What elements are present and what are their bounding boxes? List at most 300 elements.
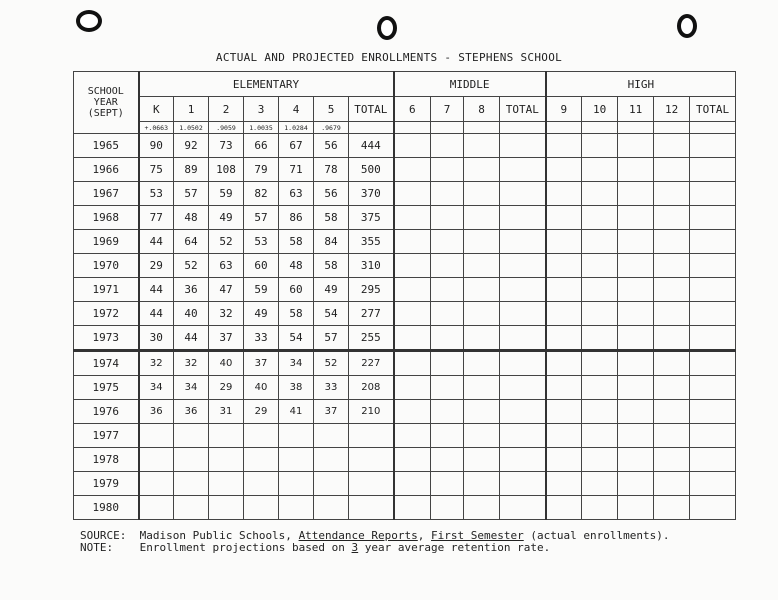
value-cell: 44	[174, 326, 209, 351]
value-cell	[174, 448, 209, 472]
value-cell	[431, 424, 464, 448]
value-cell	[654, 158, 690, 182]
table-row	[74, 158, 736, 182]
value-cell	[464, 278, 500, 302]
value-cell: 49	[209, 206, 244, 230]
value-cell	[394, 496, 431, 520]
value-cell	[546, 400, 582, 424]
value-cell: 53	[139, 182, 174, 206]
value-cell	[654, 134, 690, 158]
year-cell: 1976	[74, 400, 139, 424]
value-cell: 58	[314, 254, 349, 278]
value-cell: 36	[174, 278, 209, 302]
value-cell	[464, 182, 500, 206]
footer-note	[80, 541, 550, 554]
value-cell	[546, 376, 582, 400]
value-cell: 63	[279, 182, 314, 206]
value-cell	[209, 472, 244, 496]
value-cell: 75	[139, 158, 174, 182]
value-cell: 108	[209, 158, 244, 182]
column-header: TOTAL	[349, 97, 394, 122]
column-header: 11	[618, 97, 654, 122]
value-cell	[464, 376, 500, 400]
value-cell	[314, 496, 349, 520]
value-cell: 34	[174, 376, 209, 400]
value-cell: 32	[174, 351, 209, 376]
retention-rate-cell: 1.0284	[279, 122, 314, 134]
value-cell	[654, 278, 690, 302]
value-cell	[582, 424, 618, 448]
value-cell: 58	[279, 302, 314, 326]
value-cell	[349, 496, 394, 520]
value-cell: 44	[139, 302, 174, 326]
value-cell	[618, 496, 654, 520]
table-row	[74, 496, 736, 520]
value-cell	[174, 472, 209, 496]
value-cell	[546, 278, 582, 302]
value-cell: 49	[314, 278, 349, 302]
value-cell: 60	[244, 254, 279, 278]
value-cell: 36	[139, 400, 174, 424]
column-header: 2	[209, 97, 244, 122]
value-cell	[394, 206, 431, 230]
value-cell	[618, 278, 654, 302]
value-cell: 40	[244, 376, 279, 400]
table-row	[74, 206, 736, 230]
value-cell	[349, 424, 394, 448]
value-cell: 82	[244, 182, 279, 206]
value-cell	[654, 496, 690, 520]
value-cell	[582, 230, 618, 254]
value-cell	[500, 400, 546, 424]
value-cell	[394, 254, 431, 278]
value-cell: 53	[244, 230, 279, 254]
value-cell: 255	[349, 326, 394, 351]
value-cell	[500, 424, 546, 448]
value-cell	[500, 206, 546, 230]
value-cell	[654, 182, 690, 206]
value-cell: 210	[349, 400, 394, 424]
value-cell: 227	[349, 351, 394, 376]
value-cell: 295	[349, 278, 394, 302]
value-cell	[618, 158, 654, 182]
value-cell	[690, 278, 736, 302]
column-header: 10	[582, 97, 618, 122]
value-cell	[582, 134, 618, 158]
table-row	[74, 302, 736, 326]
value-cell	[546, 424, 582, 448]
value-cell	[618, 400, 654, 424]
value-cell	[431, 302, 464, 326]
note-suffix: year average retention rate.	[358, 541, 551, 554]
table-row	[74, 326, 736, 351]
value-cell: 31	[209, 400, 244, 424]
value-cell: 375	[349, 206, 394, 230]
value-cell	[464, 254, 500, 278]
value-cell: 38	[279, 376, 314, 400]
value-cell	[394, 158, 431, 182]
value-cell	[394, 448, 431, 472]
value-cell	[690, 230, 736, 254]
value-cell: 277	[349, 302, 394, 326]
year-cell: 1966	[74, 158, 139, 182]
retention-rate-cell	[500, 122, 546, 134]
table-row	[74, 400, 736, 424]
column-header: 1	[174, 97, 209, 122]
year-cell: 1965	[74, 134, 139, 158]
year-cell: 1967	[74, 182, 139, 206]
value-cell	[431, 376, 464, 400]
value-cell: 57	[314, 326, 349, 351]
year-cell: 1974	[74, 351, 139, 376]
value-cell: 78	[314, 158, 349, 182]
value-cell	[618, 424, 654, 448]
value-cell	[690, 254, 736, 278]
value-cell: 355	[349, 230, 394, 254]
value-cell	[618, 182, 654, 206]
value-cell	[618, 326, 654, 351]
value-cell	[394, 400, 431, 424]
value-cell	[500, 182, 546, 206]
value-cell	[464, 302, 500, 326]
value-cell	[690, 134, 736, 158]
retention-rate-cell	[654, 122, 690, 134]
value-cell: 59	[209, 182, 244, 206]
value-cell: 29	[209, 376, 244, 400]
year-cell: 1969	[74, 230, 139, 254]
value-cell	[546, 254, 582, 278]
retention-rate-cell	[582, 122, 618, 134]
value-cell	[618, 376, 654, 400]
value-cell	[431, 230, 464, 254]
value-cell: 54	[314, 302, 349, 326]
value-cell	[690, 496, 736, 520]
value-cell	[209, 448, 244, 472]
value-cell	[464, 230, 500, 254]
value-cell	[654, 351, 690, 376]
value-cell	[209, 496, 244, 520]
value-cell	[546, 134, 582, 158]
value-cell	[279, 496, 314, 520]
value-cell: 79	[244, 158, 279, 182]
value-cell	[314, 424, 349, 448]
value-cell	[654, 400, 690, 424]
retention-rate-cell: .9059	[209, 122, 244, 134]
value-cell: 44	[139, 278, 174, 302]
value-cell: 47	[209, 278, 244, 302]
value-cell	[690, 351, 736, 376]
value-cell	[431, 158, 464, 182]
value-cell: 37	[209, 326, 244, 351]
value-cell	[618, 448, 654, 472]
value-cell	[546, 326, 582, 351]
table-row	[74, 351, 736, 376]
value-cell: 57	[244, 206, 279, 230]
column-header: 9	[546, 97, 582, 122]
value-cell: 57	[174, 182, 209, 206]
value-cell: 37	[244, 351, 279, 376]
year-cell: 1971	[74, 278, 139, 302]
retention-rate-cell	[546, 122, 582, 134]
value-cell	[690, 302, 736, 326]
value-cell	[431, 206, 464, 230]
value-cell	[244, 448, 279, 472]
school-year-header	[74, 72, 139, 134]
column-header: 7	[431, 97, 464, 122]
value-cell	[500, 254, 546, 278]
value-cell	[500, 278, 546, 302]
value-cell	[431, 254, 464, 278]
value-cell	[654, 230, 690, 254]
value-cell: 52	[314, 351, 349, 376]
value-cell	[464, 206, 500, 230]
value-cell: 89	[174, 158, 209, 182]
table-row	[74, 182, 736, 206]
table-row	[74, 376, 736, 400]
value-cell	[546, 351, 582, 376]
value-cell	[500, 448, 546, 472]
retention-rate-cell: .9679	[314, 122, 349, 134]
table-row	[74, 134, 736, 158]
table-row	[74, 472, 736, 496]
value-cell	[500, 158, 546, 182]
value-cell	[464, 400, 500, 424]
value-cell	[690, 448, 736, 472]
value-cell	[394, 278, 431, 302]
punch-hole-left	[76, 10, 102, 32]
value-cell	[174, 424, 209, 448]
value-cell	[464, 326, 500, 351]
high-header: HIGH	[546, 72, 736, 97]
enrollment-table	[73, 71, 736, 520]
table-row	[74, 254, 736, 278]
table-row	[74, 278, 736, 302]
value-cell: 44	[139, 230, 174, 254]
value-cell: 67	[279, 134, 314, 158]
note-label: NOTE:	[80, 541, 114, 554]
column-header: 4	[279, 97, 314, 122]
value-cell	[394, 134, 431, 158]
value-cell: 310	[349, 254, 394, 278]
value-cell	[618, 254, 654, 278]
value-cell	[690, 182, 736, 206]
retention-rate-cell	[690, 122, 736, 134]
value-cell: 37	[314, 400, 349, 424]
value-cell	[546, 182, 582, 206]
value-cell	[464, 351, 500, 376]
source-text: Madison Public Schools,	[139, 529, 299, 542]
value-cell	[654, 326, 690, 351]
value-cell	[690, 158, 736, 182]
value-cell	[546, 230, 582, 254]
value-cell	[394, 326, 431, 351]
value-cell	[394, 302, 431, 326]
value-cell	[654, 376, 690, 400]
column-header: TOTAL	[690, 97, 736, 122]
value-cell	[244, 424, 279, 448]
value-cell	[244, 472, 279, 496]
year-cell: 1977	[74, 424, 139, 448]
source-attendance-reports: Attendance Reports	[298, 529, 418, 542]
value-cell	[431, 326, 464, 351]
value-cell	[500, 134, 546, 158]
value-cell	[582, 376, 618, 400]
value-cell	[654, 448, 690, 472]
page-title: ACTUAL AND PROJECTED ENROLLMENTS - STEPHENS SCHOOL	[215, 51, 563, 64]
source-label: SOURCE:	[80, 529, 127, 542]
year-cell: 1973	[74, 326, 139, 351]
value-cell	[139, 424, 174, 448]
value-cell	[394, 230, 431, 254]
value-cell	[314, 448, 349, 472]
value-cell	[174, 496, 209, 520]
value-cell: 34	[139, 376, 174, 400]
value-cell	[546, 496, 582, 520]
value-cell	[582, 448, 618, 472]
retention-rate-cell	[618, 122, 654, 134]
value-cell: 84	[314, 230, 349, 254]
value-cell	[618, 302, 654, 326]
value-cell	[500, 326, 546, 351]
value-cell: 29	[244, 400, 279, 424]
value-cell: 41	[279, 400, 314, 424]
value-cell: 60	[279, 278, 314, 302]
value-cell	[690, 326, 736, 351]
value-cell	[654, 206, 690, 230]
value-cell	[464, 448, 500, 472]
value-cell	[582, 496, 618, 520]
year-cell: 1979	[74, 472, 139, 496]
source-comma: ,	[417, 529, 432, 542]
retention-rate-cell: 1.0035	[244, 122, 279, 134]
middle-header: MIDDLE	[394, 72, 546, 97]
value-cell	[431, 472, 464, 496]
column-header: 3	[244, 97, 279, 122]
value-cell	[500, 302, 546, 326]
value-cell	[464, 158, 500, 182]
value-cell	[464, 134, 500, 158]
value-cell: 370	[349, 182, 394, 206]
value-cell	[431, 182, 464, 206]
retention-rate-cell	[464, 122, 500, 134]
value-cell: 52	[174, 254, 209, 278]
value-cell: 92	[174, 134, 209, 158]
value-cell	[618, 206, 654, 230]
value-cell	[431, 448, 464, 472]
retention-rate-cell	[349, 122, 394, 134]
value-cell	[394, 376, 431, 400]
value-cell: 73	[209, 134, 244, 158]
value-cell: 59	[244, 278, 279, 302]
value-cell	[279, 472, 314, 496]
value-cell: 34	[279, 351, 314, 376]
value-cell	[546, 206, 582, 230]
column-header: 6	[394, 97, 431, 122]
column-header: TOTAL	[500, 97, 546, 122]
value-cell: 63	[209, 254, 244, 278]
value-cell: 77	[139, 206, 174, 230]
value-cell: 66	[244, 134, 279, 158]
source-suffix: (actual enrollments).	[523, 529, 670, 542]
value-cell	[349, 448, 394, 472]
value-cell: 30	[139, 326, 174, 351]
value-cell: 58	[314, 206, 349, 230]
year-cell: 1972	[74, 302, 139, 326]
value-cell: 33	[244, 326, 279, 351]
value-cell	[500, 376, 546, 400]
year-cell: 1970	[74, 254, 139, 278]
value-cell: 33	[314, 376, 349, 400]
retention-rate-cell: 1.0502	[174, 122, 209, 134]
table-row	[74, 230, 736, 254]
value-cell	[690, 206, 736, 230]
value-cell	[582, 158, 618, 182]
value-cell	[349, 472, 394, 496]
column-header: K	[139, 97, 174, 122]
value-cell	[582, 278, 618, 302]
value-cell	[654, 424, 690, 448]
value-cell: 208	[349, 376, 394, 400]
value-cell	[618, 134, 654, 158]
year-cell: 1980	[74, 496, 139, 520]
value-cell	[546, 448, 582, 472]
value-cell	[279, 424, 314, 448]
value-cell: 54	[279, 326, 314, 351]
value-cell	[464, 496, 500, 520]
value-cell	[139, 472, 174, 496]
column-header: 5	[314, 97, 349, 122]
value-cell: 32	[139, 351, 174, 376]
year-cell: 1975	[74, 376, 139, 400]
value-cell	[209, 424, 244, 448]
value-cell: 56	[314, 182, 349, 206]
value-cell: 29	[139, 254, 174, 278]
value-cell: 48	[174, 206, 209, 230]
value-cell	[690, 376, 736, 400]
column-header: 8	[464, 97, 500, 122]
value-cell	[431, 134, 464, 158]
value-cell	[582, 472, 618, 496]
value-cell	[500, 351, 546, 376]
value-cell	[431, 496, 464, 520]
school-year-label: SCHOOL YEAR (SEPT)	[87, 86, 124, 119]
value-cell: 40	[209, 351, 244, 376]
value-cell	[431, 351, 464, 376]
value-cell	[582, 254, 618, 278]
punch-hole-right	[677, 14, 697, 38]
value-cell: 48	[279, 254, 314, 278]
year-cell: 1978	[74, 448, 139, 472]
value-cell: 56	[314, 134, 349, 158]
value-cell	[654, 302, 690, 326]
value-cell: 71	[279, 158, 314, 182]
year-cell: 1968	[74, 206, 139, 230]
value-cell	[582, 302, 618, 326]
retention-rate-cell	[431, 122, 464, 134]
value-cell	[582, 400, 618, 424]
value-cell	[500, 472, 546, 496]
value-cell	[314, 472, 349, 496]
value-cell: 52	[209, 230, 244, 254]
value-cell: 444	[349, 134, 394, 158]
value-cell	[582, 206, 618, 230]
value-cell: 40	[174, 302, 209, 326]
table-row	[74, 424, 736, 448]
source-first-semester: First Semester	[431, 529, 524, 542]
value-cell: 500	[349, 158, 394, 182]
value-cell	[431, 400, 464, 424]
note-text: Enrollment projections based on	[139, 541, 352, 554]
